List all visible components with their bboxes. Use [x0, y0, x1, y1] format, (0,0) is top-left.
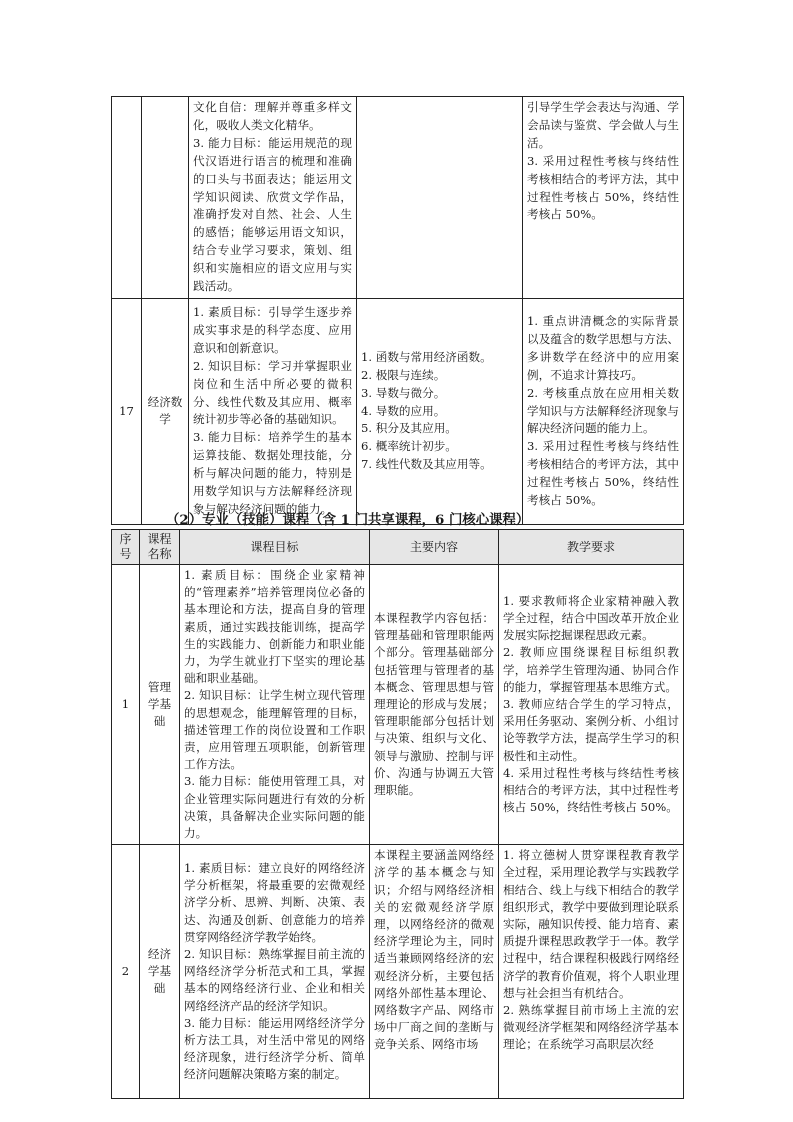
goal-text: 3. 能力目标：能使用管理工具，对企业管理实际问题进行有效的分析决策，具备解决企业实际问题的能力。	[184, 774, 365, 841]
goal-text: 2. 知识目标：让学生树立现代管理的思想观念，能理解管理的目标，描述管理工作的岗位设置和工作职责，应用管理五项职能，创新管理工作方法。	[184, 688, 365, 772]
goal-text: 3. 能力目标：能运用规范的现代汉语进行语言的梳理和准确的口头与书面表达；能运用文学知识阅读、欣赏文学作品，准确抒发对自然、社会、人生的感悟；能够运用语文知识，结合专业学习要求，策划、组织和实施相应的语文应用与实践活动。	[193, 135, 352, 294]
row-number: 1	[112, 565, 140, 845]
goal-text: 1. 素质目标：围绕企业家精神的“管理素养”培养管理岗位必备的基本理论和方法，提高自身的管理素质，通过实践技能训练，提高学生的实践能力、创新能力和职业能力，为学生就业打下坚实的理论基础和职业基础。	[184, 568, 365, 686]
requirement-text: 3. 采用过程性考核与终结性考核相结合的考评方法，其中过程性考核占 50%，终结性考核占 50%。	[527, 439, 679, 508]
goal-text: 文化自信：理解并尊重多样文化，吸收人类文化精华。	[193, 100, 352, 132]
content-item: 2. 极限与连续。	[361, 367, 446, 382]
header-goals: 课程目标	[180, 530, 370, 565]
header-name: 课程名称	[140, 530, 180, 565]
course-name: 经济数学	[142, 298, 189, 524]
goal-text: 1. 素质目标：建立良好的网络经济学分析框架，将最重要的宏微观经济学分析、思辨、判断、决策、表达、沟通及创新、创意能力的培养贯穿网络经济学教学始终。	[184, 860, 365, 944]
course-content	[370, 565, 499, 845]
content-text: 本课程教学内容包括：管理基础和管理职能两个部分。管理基础部分包括管理与管理者的基本概念、管理思想与管理理论的形成与发展；管理职能部分包括计划与决策、组织与文化、领导与激励、控制与评价、沟通与协调五大管理职能。	[374, 611, 494, 798]
course-goals	[189, 298, 357, 524]
course-content	[357, 97, 523, 299]
row-number	[112, 97, 142, 299]
table-row	[112, 97, 684, 299]
content-item: 5. 积分及其应用。	[361, 421, 457, 436]
requirement-text: 3. 教师应结合学生的学习特点，采用任务驱动、案例分析、小组讨论等教学方法，提高学生学习的积极性和主动性。	[503, 697, 679, 763]
goal-text: 2. 知识目标：学习并掌握职业岗位和生活中所必要的微积分、线性代数及其应用、概率统计初步等必备的基础知识。	[193, 358, 352, 427]
goal-text: 2. 知识目标：熟练掌握目前主流的网络经济学分析范式和工具，掌握基本的网络经济行业、企业和相关网络经济产品的经济学知识。	[184, 946, 365, 1013]
table-row	[112, 298, 684, 524]
teaching-requirements	[523, 97, 684, 299]
requirement-text: 2. 熟练掌握目前市场上主流的宏微观经济学框架和网络经济学基本理论；在系统学习高职层次经	[503, 1003, 679, 1052]
requirement-text: 1. 重点讲清概念的实际背景以及蕴含的数学思想与方法、多讲数学在经济中的应用案例，不追求计算技巧。	[527, 313, 679, 382]
course-goals	[189, 97, 357, 299]
content-item: 4. 导数的应用。	[361, 403, 446, 418]
table-row	[112, 565, 684, 845]
course-name	[142, 97, 189, 299]
table-row	[112, 845, 684, 1099]
content-item: 1. 函数与常用经济函数。	[361, 349, 492, 364]
goal-text: 1. 素质目标：引导学生逐步养成实事求是的科学态度、应用意识和创新意识。	[193, 305, 352, 355]
section-title: （2）专业（技能）课程（含 1 门共享课程，6 门核心课程）	[166, 512, 530, 528]
row-number: 2	[112, 845, 140, 1099]
teaching-requirements	[523, 298, 684, 524]
course-content	[357, 298, 523, 524]
goal-text: 3. 能力目标：能运用网络经济学分析方法工具，对生活中常见的网络经济现象，进行经济学分析、简单经济问题解决策略方案的制定。	[184, 1015, 365, 1082]
teaching-requirements	[499, 845, 684, 1099]
requirement-text: 3. 采用过程性考核与终结性考核相结合的考评方法，其中过程性考核占 50%，终结性考核占 50%。	[527, 153, 679, 222]
course-goals	[180, 565, 370, 845]
requirement-text: 引导学生学会表达与沟通、学会品读与鉴赏、学会做人与生活。	[527, 100, 679, 150]
header-requirements: 教学要求	[499, 530, 684, 565]
course-name: 经济学基础	[140, 845, 180, 1099]
course-content	[370, 845, 499, 1099]
content-item: 3. 导数与微分。	[361, 385, 446, 400]
row-number: 17	[112, 298, 142, 524]
table-header-row	[112, 530, 684, 565]
requirement-text: 1. 将立德树人贯穿课程教育教学全过程，采用理论教学与实践教学相结合、线上与线下相结合的教学组织形式，教学中要做到理论联系实际，融知识传授、能力培育、素质提升课程思政教学于一体。教学过程中，结合课程积极践行网络经济学的教育价值观，将个人职业理想与社会担当有机结合。	[503, 848, 679, 1000]
goal-text: 3. 能力目标：培养学生的基本运算技能、数据处理技能，分析与解决问题的能力，特别是用数学知识与方法解释经济现象与解决经济问题的能力。	[193, 430, 352, 516]
content-item: 7. 线性代数及其应用等。	[361, 457, 492, 472]
teaching-requirements	[499, 565, 684, 845]
requirement-text: 2. 教师应围绕课程目标组织教学，培养学生管理沟通、协同合作的能力，掌握管理基本思维方式。	[503, 645, 679, 694]
requirement-text: 4. 采用过程性考核与终结性考核相结合的考评方法，其中过程性考核占 50%，终结性考核占 50%。	[503, 765, 679, 815]
header-content: 主要内容	[370, 530, 499, 565]
requirement-text: 1. 要求教师将企业家精神融入教学全过程，结合中国改革开放企业发展实际挖掘课程思政元素。	[503, 593, 679, 643]
header-num: 序号	[112, 530, 140, 565]
course-name: 管理学基础	[140, 565, 180, 845]
professional-course-table	[111, 529, 684, 1099]
requirement-text: 2. 考核重点放在应用相关数学知识与方法解释经济现象与解决经济问题的能力上。	[527, 385, 679, 436]
content-text: 本课程主要涵盖网络经济学的基本概念与知识；介绍与网络经济相关的宏微观经济学原理，以网络经济的微观经济学理论为主，同时适当兼顾网络经济的宏观经济分析，主要包括网络外部性基本理论、网络数字产品、网络市场中厂商之间的垄断与竞争关系、网络市场	[374, 848, 494, 1052]
course-table-continued	[111, 96, 684, 525]
course-goals	[180, 845, 370, 1099]
content-item: 6. 概率统计初步。	[361, 439, 457, 454]
